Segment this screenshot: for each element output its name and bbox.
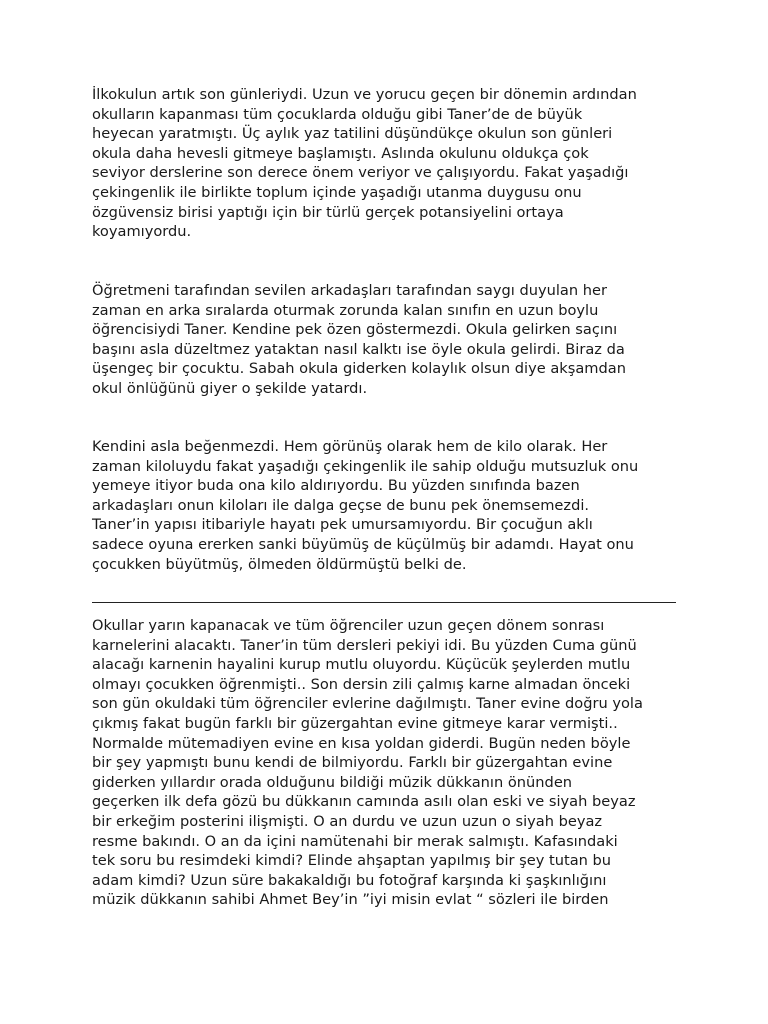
text-line: Normalde mütemadiyen evine en kısa yoldan giderdi. Bugün neden böyle (92, 734, 631, 752)
text-line: bir erkeğim posterini ilişmişti. O an durdu ve uzun uzun o siyah beyaz (92, 812, 603, 830)
text-line: üşengeç bir çocuktu. Sabah okula giderken kolaylık olsun diye akşamdan (92, 360, 626, 378)
text-line: okula daha hevesli gitmeye başlamıştı. Aslında okulunu oldukça çok (92, 144, 589, 162)
horizontal-rule (92, 602, 676, 603)
text-line: geçerken ilk defa gözü bu dükkanın camında asılı olan eski ve siyah beyaz (92, 793, 636, 811)
text-line: adam kimdi? Uzun süre bakakaldığı bu fotoğraf karşında ki şaşkınlığını (92, 871, 607, 889)
text-line: son gün okuldaki tüm öğrenciler evlerine dağılmıştı. Taner evine doğru yola (92, 695, 643, 713)
text-line: Okullar yarın kapanacak ve tüm öğrenciler uzun geçen dönem sonrası (92, 617, 605, 634)
text-line: Kendini asla beğenmezdi. Hem görünüş olarak hem de kilo olarak. Her (92, 438, 608, 455)
text-line: koyamıyordu. (92, 223, 192, 241)
text-line: bir şey yapmıştı bunu kendi de bilmiyordu. Farklı bir güzergahtan evine (92, 754, 613, 772)
text-line: okulların kapanması tüm çocuklarda olduğu gibi Taner’de de büyük (92, 105, 583, 123)
text-line: alacağı karnenin hayalini kurup mutlu oluyordu. Küçücük şeylerden mutlu (92, 656, 631, 674)
text-line: tek soru bu resimdeki kimdi? Elinde ahşaptan yapılmış bir şey tutan bu (92, 852, 612, 870)
paragraph-2 (92, 281, 692, 399)
paragraph-3 (92, 437, 692, 574)
text-line: İlkokulun artık son günleriydi. Uzun ve yorucu geçen bir dönemin ardından (92, 86, 637, 103)
text-line: öğrencisiydi Taner. Kendine pek özen göstermezdi. Okula gelirken saçını (92, 321, 618, 339)
text-line: zaman en arka sıralarda oturmak zorunda kalan sınıfın en uzun boylu (92, 301, 599, 319)
text-line: Öğretmeni tarafından sevilen arkadaşları tarafından saygı duyulan her (92, 282, 607, 299)
text-line: başını asla düzeltmez yataktan nasıl kalktı ise öyle okula gelirdi. Biraz da (92, 340, 625, 358)
text-line: Taner’in yapısı itibariyle hayatı pek umursamıyordu. Bir çocuğun aklı (92, 516, 593, 534)
text-line: müzik dükkanın sahibi Ahmet Bey’in ”iyi misin evlat “ sözleri ile birden (92, 891, 609, 909)
paragraph-1 (92, 85, 692, 242)
text-line: giderken yıllardır orada olduğunu bildiği müzik dükkanın önünden (92, 773, 573, 791)
text-line: çocukken büyütmüş, ölmeden öldürmüştü belki de. (92, 555, 467, 573)
text-line: resme bakındı. O an da içini namütenahi bir merak salmıştı. Kafasındaki (92, 832, 618, 850)
text-line: okul önlüğünü giyer o şekilde yatardı. (92, 379, 368, 397)
text-line: yemeye itiyor buda ona kilo aldırıyordu. Bu yüzden sınıfında bazen (92, 477, 580, 495)
text-line: arkadaşları onun kiloları ile dalga geçse de bunu pek önemsemezdi. (92, 496, 590, 514)
text-line: heyecan yaratmıştı. Üç aylık yaz tatilini düşündükçe okulun son günleri (92, 125, 613, 143)
text-line: seviyor derslerine son derece önem veriyor ve çalışıyordu. Fakat yaşadığı (92, 164, 629, 182)
text-line: sadece oyuna ererken sanki büyümüş de küçülmüş bir adamdı. Hayat onu (92, 535, 634, 553)
text-line: zaman kiloluydu fakat yaşadığı çekingenlik ile sahip olduğu mutsuzluk onu (92, 457, 639, 475)
text-line: çekingenlik ile birlikte toplum içinde yaşadığı utanma duygusu onu (92, 183, 582, 201)
text-line: çıkmış fakat bugün farklı bir güzergahtan evine gitmeye karar vermişti.. (92, 714, 618, 732)
text-line: özgüvensiz birisi yaptığı için bir türlü gerçek potansiyelini ortaya (92, 203, 564, 221)
text-line: karnelerini alacaktı. Taner’in tüm dersleri pekiyi idi. Bu yüzden Cuma günü (92, 636, 637, 654)
text-line: olmayı çocukken öğrenmişti.. Son dersin zili çalmış karne almadan önceki (92, 675, 631, 693)
paragraph-4 (92, 616, 692, 910)
